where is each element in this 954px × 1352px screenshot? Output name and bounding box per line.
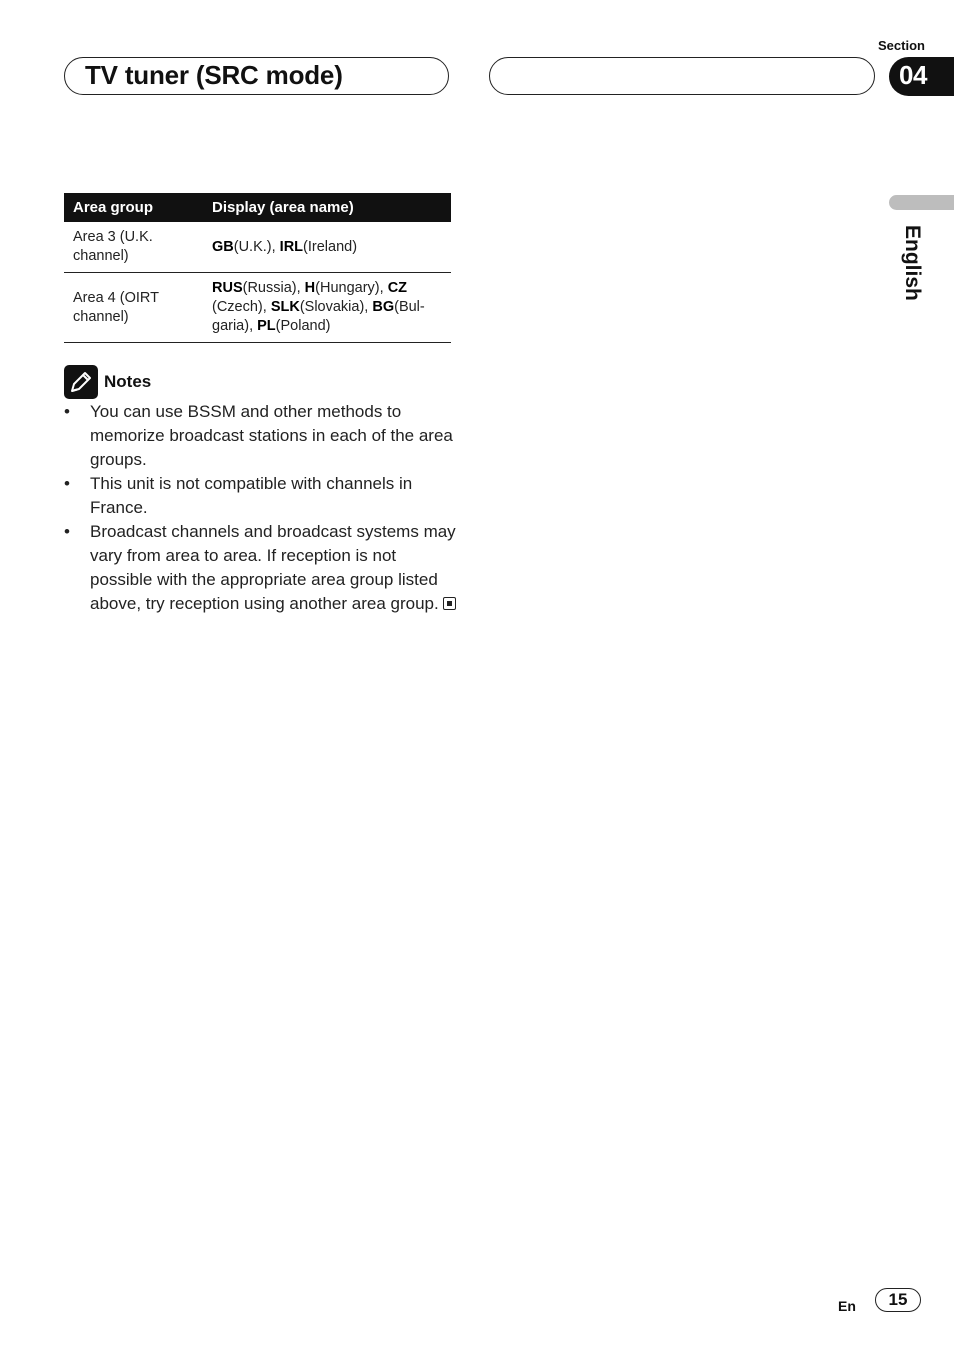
area-name: (U.K.) [233,238,272,255]
section-number: 04 [899,60,927,90]
area-name: (Ireland) [303,238,358,255]
language-tab-bar [889,195,954,210]
area-group-table [64,193,451,343]
footer-language-code: En [838,1298,856,1314]
header-blank-frame [489,57,875,95]
display-cell: GB(U.K.), IRL(Ireland) [206,222,451,273]
notes-header [64,365,151,399]
column-header-area-group: Area group [64,193,206,222]
end-of-section-icon [443,597,456,610]
area-code: CZ [387,280,408,296]
page-number: 15 [875,1288,921,1312]
area-code: GB [212,238,234,255]
list-item: • This unit is not compatible with channels in France. [64,474,413,517]
area-code: IRL [279,238,304,255]
display-cell: RUS(Russia), H(Hungary), CZ (Czech), SLK(Slovakia), BG(Bul-garia), PL(Poland) [206,273,451,343]
section-label: Section [878,38,925,53]
pencil-icon [64,365,98,399]
note-text: Broadcast channels and broadcast systems may vary from area to area. If reception is not possible with the appropriate area group listed above, try reception using another area group. [90,522,456,613]
column-header-display: Display (area name) [206,193,451,222]
area-code: H [304,280,316,296]
area-code: BG [372,299,395,315]
note-text: This unit is not compatible with channels in France. [90,474,413,517]
area-name: (Czech) [212,299,263,315]
area-code: PL [257,318,276,334]
area-name: (Slovakia) [299,299,365,315]
area-name: (Bul-garia) [212,299,425,334]
notes-title: Notes [104,372,152,391]
note-text: You can use BSSM and other methods to memorize broadcast stations in each of the area groups. [90,402,453,469]
list-item: • Broadcast channels and broadcast systems may vary from area to area. If reception is not possible with the appropriate area group listed above, try reception using another area group. [64,522,456,613]
page-title: TV tuner (SRC mode) [85,60,343,90]
language-label: English [901,225,924,301]
area-name: (Hungary) [315,280,380,296]
table-row [64,273,451,343]
list-item: • You can use BSSM and other methods to memorize broadcast stations in each of the area groups. [64,402,453,469]
area-name: (Poland) [275,318,331,334]
area-group-cell: Area 4 (OIRT channel) [64,273,206,343]
area-group-cell: Area 3 (U.K. channel) [64,222,206,273]
area-code: SLK [270,299,300,315]
page-title-frame [64,57,449,95]
area-code: RUS [212,280,243,296]
section-tab [889,57,954,96]
table-header-row [64,193,451,222]
table-row [64,222,451,273]
area-name: (Russia) [242,280,297,296]
notes-list [64,400,456,616]
